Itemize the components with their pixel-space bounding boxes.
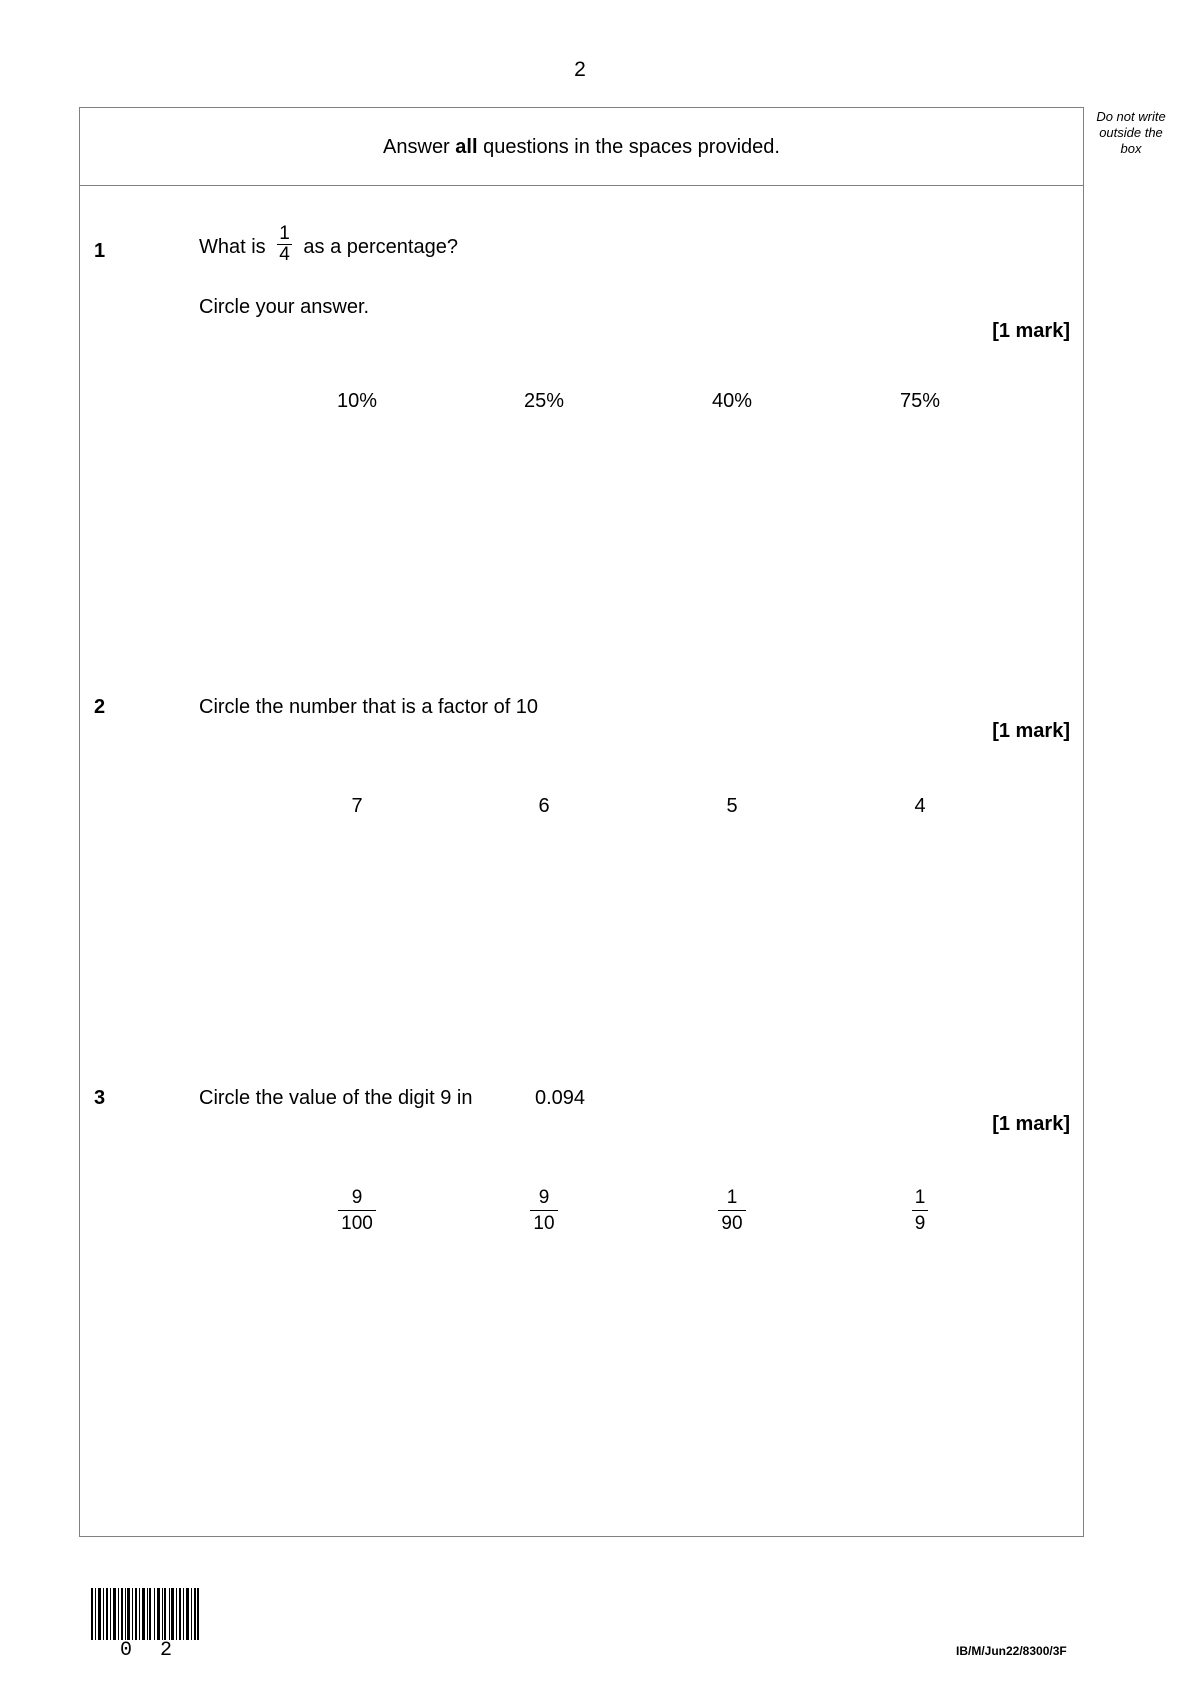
margin-note-line-1: Do not write (1096, 109, 1166, 124)
question-1-fraction-denominator: 4 (279, 244, 290, 265)
question-1-prompt-after: as a percentage? (303, 235, 458, 258)
fraction-numerator: 1 (912, 1187, 929, 1211)
margin-note-line-3: box (1120, 141, 1142, 156)
question-2-mark: [1 mark] (992, 720, 1070, 742)
fraction-numerator: 9 (530, 1187, 557, 1211)
question-2-option-a[interactable]: 7 (351, 795, 363, 817)
question-1-prompt (199, 223, 458, 268)
question-3-option-c[interactable] (692, 1187, 772, 1235)
fraction-denominator: 90 (721, 1213, 743, 1234)
instruction-bold: all (455, 136, 478, 158)
answer-box-frame (79, 107, 1084, 1537)
question-2-option-c[interactable]: 5 (726, 795, 738, 817)
fraction-numerator: 9 (338, 1187, 376, 1211)
question-3-value: 0.094 (535, 1087, 586, 1109)
question-3-option-d-fraction (912, 1187, 929, 1235)
instruction-text (80, 136, 1083, 159)
barcode-text: 0 2 (120, 1639, 181, 1662)
fraction-denominator: 9 (914, 1213, 926, 1234)
question-1-prompt-before: What is (199, 235, 266, 258)
fraction-numerator: 1 (718, 1187, 745, 1211)
page-number: 2 (574, 58, 586, 81)
question-1-fraction-numerator: 1 (279, 223, 290, 244)
question-3-prompt: Circle the value of the digit 9 in (199, 1087, 473, 1109)
question-2-option-b[interactable]: 6 (538, 795, 550, 817)
fraction-denominator: 100 (341, 1213, 373, 1234)
question-1-mark: [1 mark] (992, 320, 1070, 342)
question-1-subprompt: Circle your answer. (199, 296, 370, 318)
question-3-option-b-fraction (530, 1187, 557, 1235)
question-1-option-d[interactable]: 75% (899, 390, 941, 412)
question-1-option-a[interactable]: 10% (336, 390, 378, 412)
question-3-number: 3 (94, 1087, 106, 1109)
barcode-icon (91, 1588, 199, 1640)
question-3-option-a[interactable] (317, 1187, 397, 1235)
instruction-after: questions in the spaces provided. (477, 136, 780, 158)
question-3-option-b[interactable] (504, 1187, 584, 1235)
question-3-option-d[interactable] (880, 1187, 960, 1235)
paper-reference: IB/M/Jun22/8300/3F (956, 1644, 1067, 1658)
question-1-number: 1 (94, 240, 106, 262)
margin-note (1087, 109, 1175, 157)
question-2-number: 2 (94, 696, 106, 718)
question-1-fraction (277, 224, 292, 265)
question-3-option-a-fraction (338, 1187, 376, 1235)
question-1-option-b[interactable]: 25% (523, 390, 565, 412)
question-2-option-d[interactable]: 4 (914, 795, 926, 817)
question-1-option-c[interactable]: 40% (711, 390, 753, 412)
instruction-band (80, 108, 1083, 186)
instruction-before: Answer (383, 136, 456, 158)
question-3-option-c-fraction (718, 1187, 745, 1235)
question-3-mark: [1 mark] (992, 1113, 1070, 1135)
question-2-prompt: Circle the number that is a factor of 10 (199, 696, 539, 718)
fraction-denominator: 10 (533, 1213, 555, 1234)
margin-note-line-2: outside the (1099, 125, 1163, 140)
